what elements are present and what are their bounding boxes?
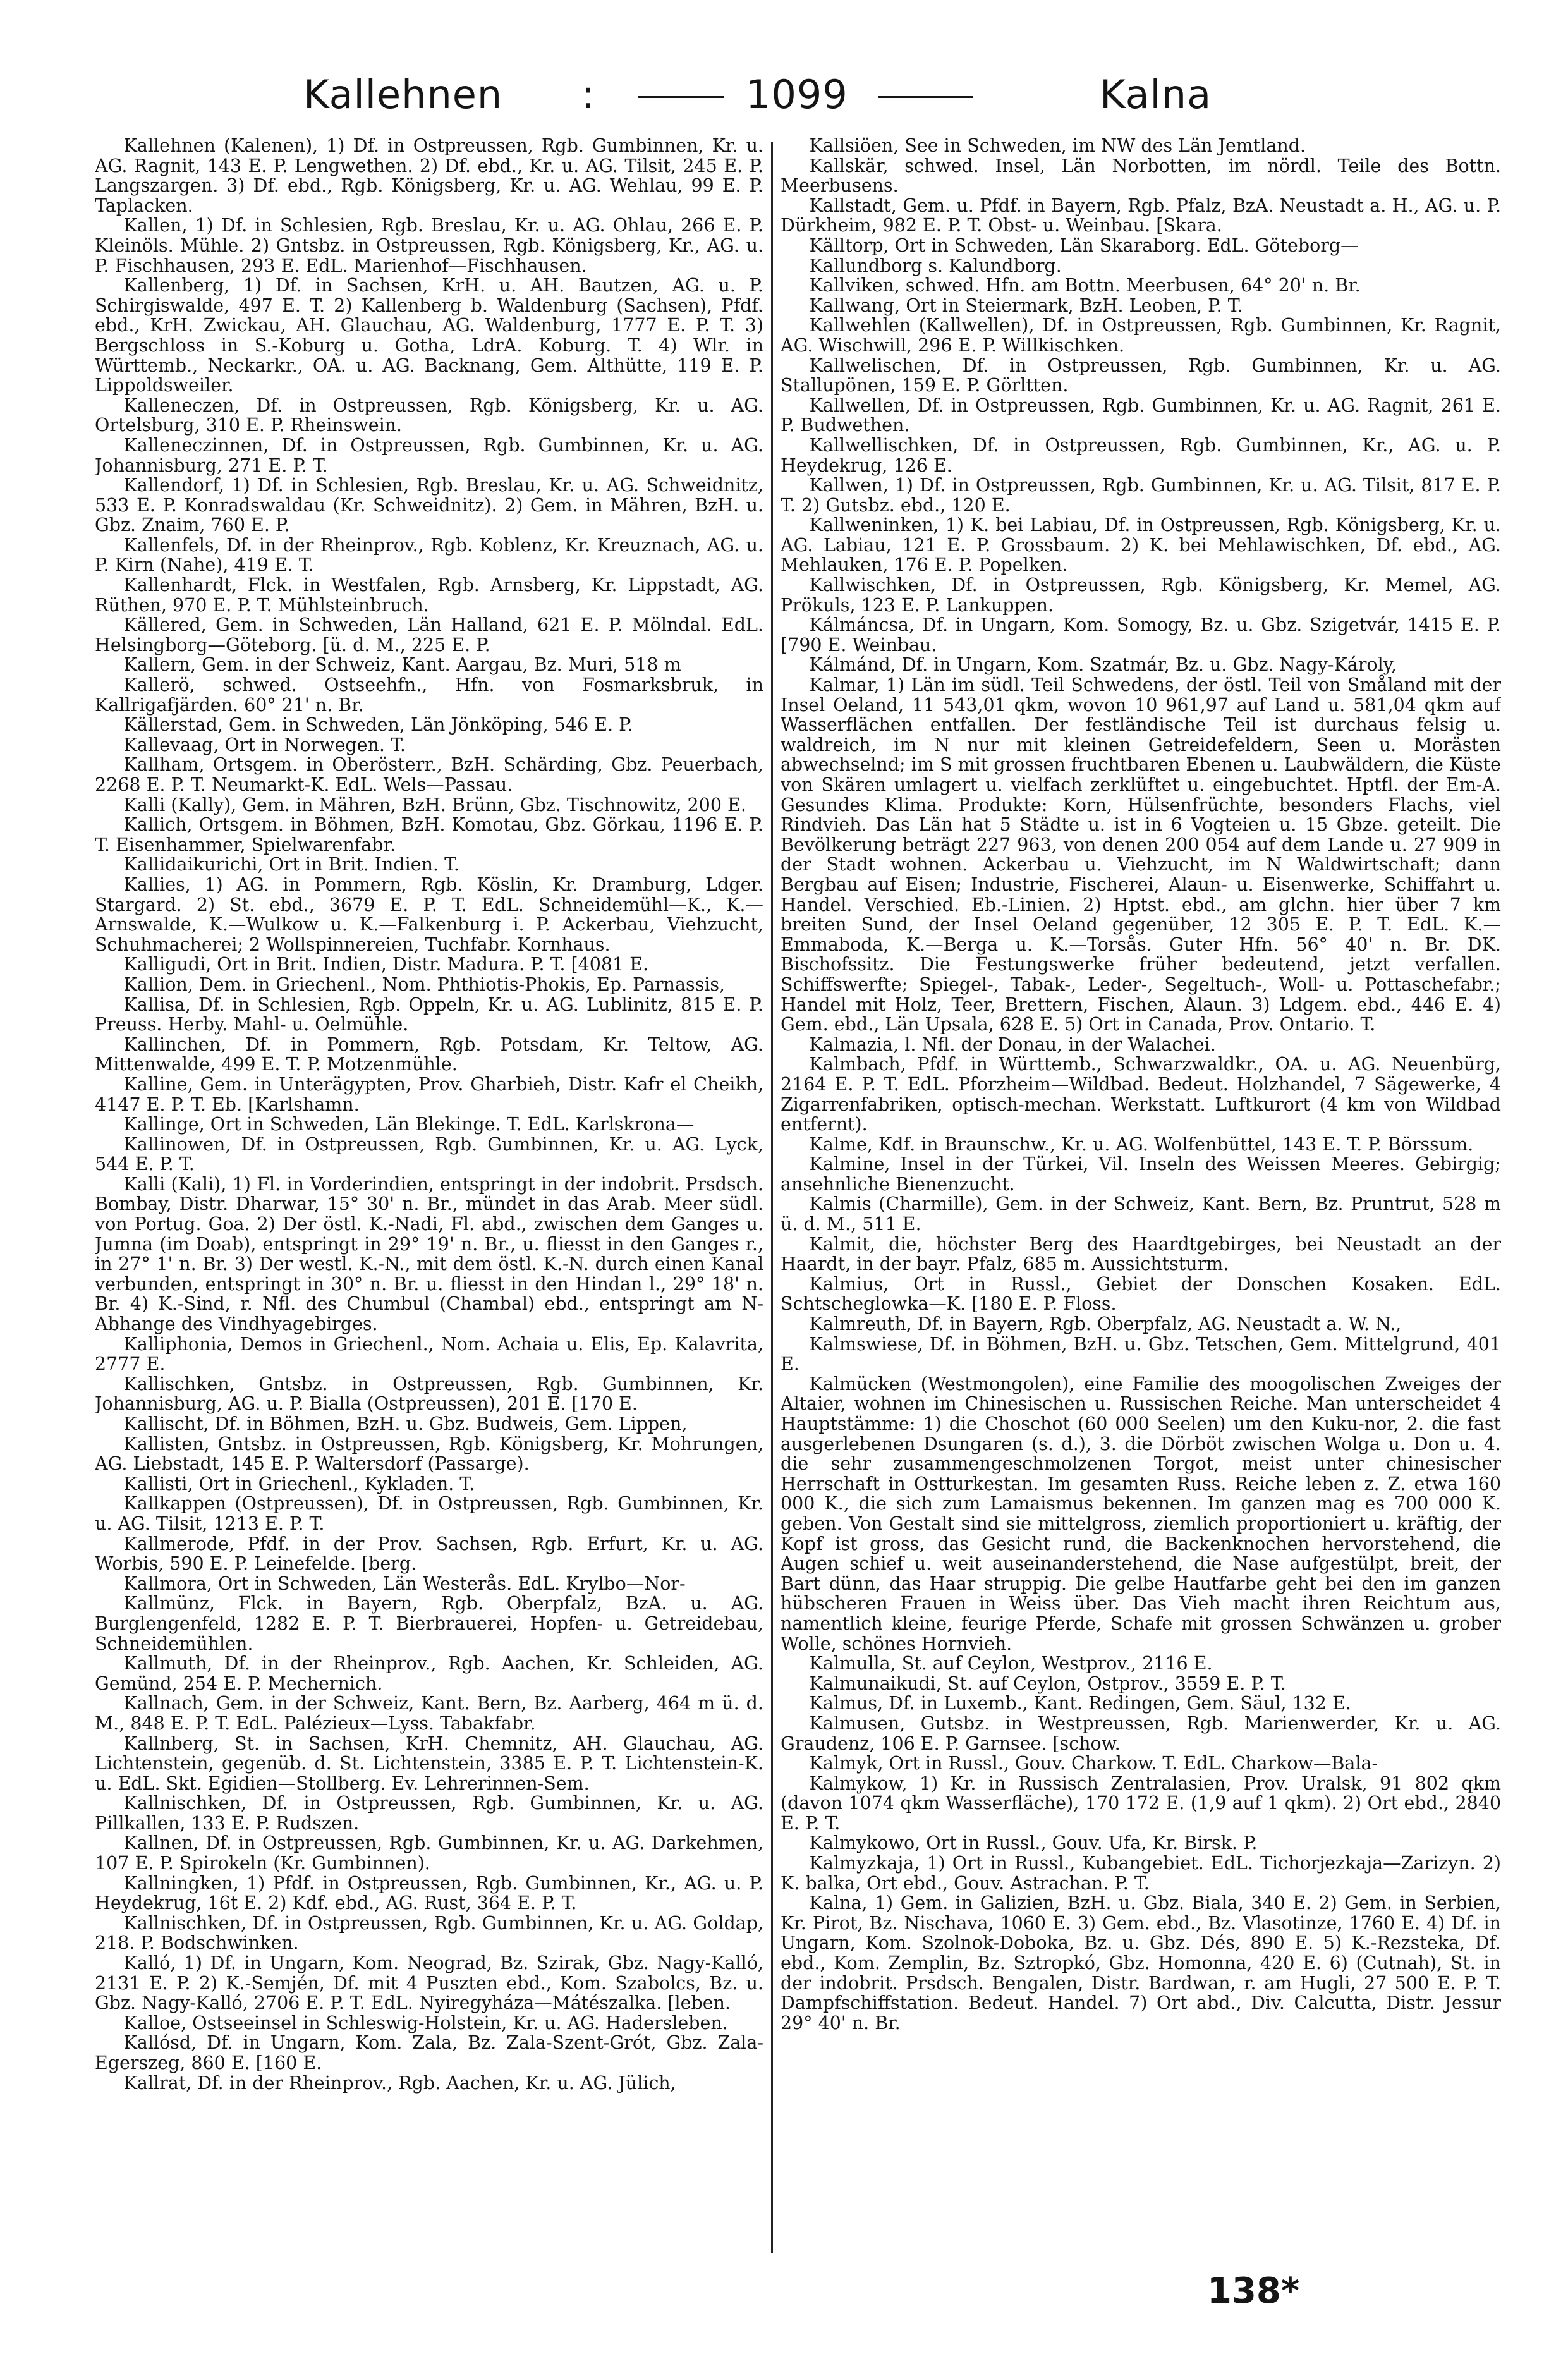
dictionary-entry: Kallham, Ortsgem. in Oberösterr., BzH. Schärding, Gbz. Peuerbach, 2268 E. P. T. Neumarkt-K. EdL. Wels—Passau. [95, 754, 763, 795]
dictionary-entry: Kalleneczen, Df. in Ostpreussen, Rgb. Königsberg, Kr. u. AG. Ortelsburg, 310 E. P. Rheinswein. [95, 394, 763, 436]
dictionary-entry: Kalmyk, Ort in Russl., Gouv. Charkow. T. EdL. Charkow—Bala- [809, 1753, 1378, 1774]
dictionary-entry: Kalmis (Charmille), Gem. in der Schweiz, Kant. Bern, Bz. Pruntrut, 528 m ü. d. M., 511 E. [781, 1193, 1501, 1235]
dictionary-entry: Kallehnen (Kalenen), 1) Df. in Ostpreussen, Rgb. Gumbinnen, Kr. u. AG. Ragnit, 143 E. P. Lengwethen. 2) Df. ebd., Kr. u. AG. Tilsit, 245 E. P. Langszargen. 3) Df. ebd., Rgb. Königsberg, Kr. u. AG. Wehlau, 99 E. P. Taplacken. [95, 136, 763, 216]
signature-mark: 138* [1207, 2271, 1300, 2312]
dictionary-entry: Kallundborg s. Kalundborg. [809, 255, 1062, 276]
dictionary-entry: Kalme, Kdf. in Braunschw., Kr. u. AG. Wolfenbüttel, 143 E. T. P. Börssum. [809, 1133, 1474, 1155]
dictionary-entry: Kálmáncsa, Df. in Ungarn, Kom. Somogy, Bz. u. Gbz. Szigetvár, 1415 E. P. [790 E. Weinbau. [781, 614, 1501, 655]
dictionary-entry: Kalmus, Df. in Luxemb., Kant. Redingen, Gem. Säul, 132 E. [809, 1693, 1351, 1714]
dictionary-entry: Kallnach, Gem. in der Schweiz, Kant. Bern, Bz. Aarberg, 464 m ü. d. M., 848 E. P. T. EdL. Palézieux—Lyss. Tabakfabr. [95, 1693, 763, 1734]
dictionary-entry: Kálmánd, Df. in Ungarn, Kom. Szatmár, Bz. u. Gbz. Nagy-Károly, [809, 654, 1397, 676]
dictionary-entry: Kalmine, Insel in der Türkei, Vil. Inseln des Weissen Meeres. Gebirgig; ansehnliche Bienenzucht. [781, 1154, 1501, 1195]
right-running-headword: Kalna [1100, 71, 1212, 118]
header-mark: : [581, 71, 595, 118]
dictionary-entry: Kalli (Kally), Gem. in Mähren, BzH. Brünn, Gbz. Tischnowitz, 200 E. [123, 794, 746, 815]
dictionary-entry: Källerstad, Gem. in Schweden, Län Jönköping, 546 E. P. [123, 714, 633, 736]
dictionary-entry: Kallnischken, Df. in Ostpreussen, Rgb. Gumbinnen, Kr. u. AG. Pillkallen, 133 E. P. Rudszen. [95, 1793, 763, 1834]
dictionary-entry: Kalloe, Ostseeinsel in Schleswig-Holstein, Kr. u. AG. Hadersleben. [123, 2012, 728, 2033]
dictionary-entry: Kalmazia, l. Nfl. der Donau, in der Walachei. [809, 1034, 1216, 1055]
dictionary-entry: Kallósd, Df. in Ungarn, Kom. Zala, Bz. Zala-Szent-Grót, Gbz. Zala-Egerszeg, 860 E. [160 E. [95, 2032, 763, 2073]
dictionary-entry: Kallskär, schwed. Insel, Län Norbotten, im nördl. Teile des Bottn. Meerbusens. [781, 155, 1501, 197]
dictionary-entry: Kallwen, 1) Df. in Ostpreussen, Rgb. Gumbinnen, Kr. u. AG. Tilsit, 817 E. P. T. 2) Gutsbz. ebd., 120 E. [781, 475, 1501, 516]
dictionary-entry: Kalló, 1) Df. in Ungarn, Kom. Neograd, Bz. Szirak, Gbz. Nagy-Kalló, 2131 E. P. 2) K.-Semjén, Df. mit 4 Puszten ebd., Kom. Szabolcs, Bz. u. Gbz. Nagy-Kalló, 2706 E. P. T. EdL. Nyiregyháza—Mátészalka. [leben. [95, 1953, 763, 2014]
dictionary-entry: Kallviken, schwed. Hfn. am Bottn. Meerbusen, 64° 20' n. Br. [809, 275, 1361, 296]
dictionary-entry: Kalmykow, 1) Kr. in Russisch Zentralasien, Prov. Uralsk, 91 802 qkm (davon 1074 qkm Wasserfläche), 170 172 E. (1,9 auf 1 qkm). 2) Ort ebd., 2840 E. P. T. [781, 1772, 1501, 1834]
dictionary-entry: Kallweninken, 1) K. bei Labiau, Df. in Ostpreussen, Rgb. Königsberg, Kr. u. AG. Labiau, 121 E. P. Grossbaum. 2) K. bei Mehlawischken, Df. ebd., AG. Mehlauken, 176 E. P. Popelken. [781, 515, 1501, 576]
dictionary-entry: Kallkappen (Ostpreussen), Df. in Ostpreussen, Rgb. Gumbinnen, Kr. u. AG. Tilsit, 1213 E. P. T. [95, 1493, 763, 1534]
dictionary-entry: Kallern, Gem. in der Schweiz, Kant. Aargau, Bz. Muri, 518 m [123, 654, 681, 676]
dictionary-entry: Kalmyzkaja, 1) Ort in Russl., Kubangebiet. EdL. Tichorjezkaja—Zarizyn. 2) K. balka, Ort ebd., Gouv. Astrachan. P. T. [781, 1853, 1501, 1894]
dictionary-entry: Kalmulla, St. auf Ceylon, Westprov., 2116 E. [809, 1653, 1213, 1674]
dictionary-entry: Kallion, Dem. in Griechenl., Nom. Phthiotis-Phokis, Ep. Parnassis, [123, 973, 726, 995]
dictionary-entry: Kallnberg, St. in Sachsen, KrH. Chemnitz, AH. Glauchau, AG. Lichtenstein, gegenüb. d. St. Lichtenstein, 3385 E. P. T. Lichtenstein-K. u. EdL. Skt. Egidien—Stollberg. Ev. Lehrerinnen-Sem. [95, 1733, 763, 1794]
dictionary-entry: Kallmünz, Flck. in Bayern, Rgb. Oberpfalz, BzA. u. AG. Burglengenfeld, 1282 E. P. T. Bierbrauerei, Hopfen- u. Getreidebau, Schneidemühlen. [95, 1593, 763, 1654]
dictionary-entry: Kalmusen, Gutsbz. in Westpreussen, Rgb. Marienwerder, Kr. u. AG. Graudenz, 106 E. P. Garnsee. [schow. [781, 1712, 1501, 1754]
dictionary-entry: Kalmbach, Pfdf. in Württemb., Schwarzwaldkr., OA. u. AG. Neuenbürg, 2164 E. P. T. EdL. Pforzheim—Wildbad. Bedeut. Holzhandel, 7 Sägewerke, 4 Zigarrenfabriken, optisch-mechan. Werkstatt. Luftkurort (4 km von Wildbad entfernt). [781, 1054, 1501, 1135]
dictionary-entry: Kallwelischen, Df. in Ostpreussen, Rgb. Gumbinnen, Kr. u. AG. Stallupönen, 159 E. P. Görltten. [781, 355, 1501, 396]
dictionary-entry: Kalliphonia, Demos in Griechenl., Nom. Achaia u. Elis, Ep. Kalavrita, 2777 E. [95, 1333, 763, 1375]
page-number: 1099 [746, 71, 848, 118]
dictionary-entry: Kalna, 1) Gem. in Galizien, BzH. u. Gbz. Biala, 340 E. 2) Gem. in Serbien, Kr. Pirot, Bz. Nischava, 1060 E. 3) Gem. ebd., Bz. Vlasotinze, 1760 E. 4) Df. in Ungarn, Kom. Szolnok-Doboka, Bz. u. Gbz. Dés, 890 E. 5) K.-Rezsteka, Df. ebd., Kom. Zemplin, Bz. Sztropkó, Gbz. Homonna, 420 E. 6) (Cutnah), St. in der indobrit. Prsdsch. Bengalen, Distr. Bardwan, r. am Hugli, 27 500 E. P. T. Dampfschiffstation. Bedeut. Handel. 7) Ort abd., Div. Calcutta, Distr. Jessur 29° 40' n. Br. [781, 1893, 1501, 2033]
dictionary-entry: Kallischt, Df. in Böhmen, BzH. u. Gbz. Budweis, Gem. Lippen, [123, 1413, 688, 1434]
dictionary-entry: Kallisti, Ort in Griechenl., Kykladen. T. [123, 1473, 475, 1494]
dictionary-entry: Kallenhardt, Flck. in Westfalen, Rgb. Arnsberg, Kr. Lippstadt, AG. Rüthen, 970 E. P. T. Mühlsteinbruch. [95, 575, 763, 616]
dictionary-entry: Kallischken, Gntsbz. in Ostpreussen, Rgb. Gumbinnen, Kr. Johannisburg, AG. u. P. Bialla (Ostpreussen), 201 E. [170 E. [95, 1373, 763, 1415]
dictionary-entry: Kalmunaikudi, St. auf Ceylon, Ostprov., 3559 E. P. T. [809, 1673, 1286, 1694]
dictionary-entry: Kalli (Kali), 1) Fl. in Vorderindien, entspringt in der indobrit. Prsdsch. Bombay, Distr. Dharwar, 15° 30' n. Br., mündet in das Arab. Meer südl. von Portug. Goa. 2) Der östl. K.-Nadi, Fl. abd., zwischen dem Ganges u. Jumna (im Doab), entspringt in 29° 19' n. Br., u. fliesst in den Ganges r., in 27° 1' n. Br. 3) Der westl. K.-N., mit dem östl. K.-N. durch einen Kanal verbunden, entspringt in 30° n. Br. u. fliesst in den Hindan l., 29° 18' n. Br. 4) K.-Sind, r. Nfl. des Chumbul (Chambal) ebd., entspringt am N-Abhange des Vindhyagebirges. [95, 1173, 763, 1335]
dictionary-entry: Kallinchen, Df. in Pommern, Rgb. Potsdam, Kr. Teltow, AG. Mittenwalde, 499 E. T. P. Motzenmühle. [95, 1034, 763, 1075]
dictionary-entry: Kallwang, Ort in Steiermark, BzH. Leoben, P. T. [809, 295, 1243, 316]
dictionary-entry: Kalleneczinnen, Df. in Ostpreussen, Rgb. Gumbinnen, Kr. u. AG. Johannisburg, 271 E. P. T. [95, 434, 763, 476]
header-rule-left [638, 96, 724, 98]
dictionary-entry: Kalmücken (Westmongolen), eine Familie des moogolischen Zweiges der Altaier, wohnen im Chinesischen u. Russischen Reiche. Man unterscheidet 4 Hauptstämme: 1) die Choschot (60 000 Seelen) um den Kuku-nor, 2. die fast ausgerlebenen Dsungaren (s. d.), 3. die Dörböt zwischen Wolga u. Don u. 4. die sehr zusammengeschmolzenen Torgot, meist unter chinesischer Herrschaft in Ostturkestan. Im gesamten Russ. Reiche leben z. Z. etwa 160 000 K., die sich zum Lamaismus bekennen. Im ganzen mag es 700 000 K. geben. Von Gestalt sind sie mittelgross, ziemlich proportioniert u. kräftig, der Kopf ist gross, das Gesicht rund, die Backenknochen hervorstehend, die Augen schief u. weit auseinanderstehend, die Nase aufgestülpt, breit, der Bart dünn, das Haar struppig. Die gelbe Hautfarbe geht bei den im ganzen hübscheren Frauen in Weiss über. Das Vieh macht ihren Reichtum aus, namentlich kleine, feurige Pferde, Schafe mit grossen Schwänzen u. grober Wolle, schönes Hornvieh. [781, 1373, 1501, 1654]
dictionary-entry: Kalmykowo, Ort in Russl., Gouv. Ufa, Kr. Birsk. P. [809, 1832, 1258, 1854]
dictionary-entry: Kallmora, Ort in Schweden, Län Westerås. EdL. Krylbo—Nor- [123, 1573, 686, 1594]
dictionary-entry: Källered, Gem. in Schweden, Län Halland, 621 E. P. Mölndal. EdL. Helsingborg—Göteborg. [ü. d. M., 225 E. P. [95, 614, 763, 655]
column-divider [771, 142, 773, 2253]
dictionary-entry: Kallich, Ortsgem. in Böhmen, BzH. Komotau, Gbz. Görkau, 1196 E. P. T. Eisenhammer, Spielwarenfabr. [95, 814, 763, 855]
dictionary-entry: Kallsiöen, See in Schweden, im NW des Län Jemtland. [809, 136, 1306, 156]
dictionary-entry: Kallningken, 1) Pfdf. in Ostpreussen, Rgb. Gumbinnen, Kr., AG. u. P. Heydekrug, 16t E. 2) Kdf. ebd., AG. Rust, 364 E. P. T. [95, 1872, 763, 1914]
left-running-headword: Kallehnen [303, 71, 503, 118]
left-column [95, 136, 763, 2266]
dictionary-entry: Kalmreuth, Df. in Bayern, Rgb. Oberpfalz, AG. Neustadt a. W. N., [809, 1314, 1402, 1335]
dictionary-entry: Kallidaikurichi, Ort in Brit. Indien. T. [123, 854, 459, 875]
dictionary-entry: Kallwischken, Df. in Ostpreussen, Rgb. Königsberg, Kr. Memel, AG. Prökuls, 123 E. P. Lankuppen. [781, 575, 1501, 616]
dictionary-entry: Kalmar, 1) Län im südl. Teil Schwedens, der östl. Teil von Småland mit der Insel Oeland, 11 543,01 qkm, wovon 10 961,97 auf Land u. 581,04 qkm auf Wasserflächen entfallen. Der festländische Teil ist durchaus felsig u. waldreich, im N nur mit kleinen Getreidefeldern, Seen u. Morästen abwechselnd; im S mit grossen fruchtbaren Ebenen u. Laubwäldern, die Küste von Skären umlagert u. vielfach zerklüftet u. eingebuchtet. Hptfl. der Em-A. Gesundes Klima. Produkte: Korn, Hülsenfrüchte, besonders Flachs, viel Rindvieh. Das Län hat 5 Städte u. ist in 6 Vogteien u. 15 Gbze. geteilt. Die Bevölkerung beträgt 227 963, von denen 200 054 auf dem Lande u. 27 909 in der Stadt wohnen. Ackerbau u. Viehzucht, im N Waldwirtschaft; dann Bergbau auf Eisen; Industrie, Fischerei, Alaun- u. Eisenwerke, Schiffahrt u. Handel. Verschied. Eb.-Linien. 2) Hptst. ebd., am glchn. hier über 7 km breiten Sund, der Insel Oeland gegenüber, 12 305 E. P. T. EdL. K.—Emmaboda, K.—Berga u. K.—Torsås. Guter Hfn. 56° 40' n. Br. DK. Bischofssitz. Die Festungswerke früher bedeutend, jetzt verfallen. Schiffswerfte; Spiegel-, Tabak-, Leder-, Segeltuch-, Woll- u. Pottaschefabr.; Handel mit Holz, Teer, Brettern, Fischen, Alaun. 3) Ldgem. ebd., 446 E. 4) Gem. ebd., Län Upsala, 628 E. 5) Ort in Canada, Prov. Ontario. T. [781, 674, 1501, 1035]
dictionary-entry: Kallmuth, Df. in der Rheinprov., Rgb. Aachen, Kr. Schleiden, AG. Gemünd, 254 E. P. Mechernich. [95, 1653, 763, 1694]
dictionary-entry: Kallisa, Df. in Schlesien, Rgb. Oppeln, Kr. u. AG. Lublinitz, 815 E. P. Preuss. Herby. Mahl- u. Oelmühle. [95, 994, 763, 1035]
dictionary-entry: Kallstadt, Gem. u. Pfdf. in Bayern, Rgb. Pfalz, BzA. Neustadt a. H., AG. u. P. Dürkheim, 982 E. P. T. Obst- u. Weinbau. [Skara. [781, 195, 1501, 236]
dictionary-entry: Kalligudi, Ort in Brit. Indien, Distr. Madura. P. T. [4081 E. [123, 954, 649, 975]
dictionary-entry: Kalmswiese, Df. in Böhmen, BzH. u. Gbz. Tetschen, Gem. Mittelgrund, 401 E. [781, 1333, 1501, 1375]
dictionary-entry: Kallies, 1) AG. in Pommern, Rgb. Köslin, Kr. Dramburg, Ldger. Stargard. 2) St. ebd., 3679 E. P. T. EdL. Schneidemühl—K., K.—Arnswalde, K.—Wulkow u. K.—Falkenburg i. P. Ackerbau, Viehzucht, Schuhmacherei; 2 Wollspinnereien, Tuchfabr. Kornhaus. [95, 874, 763, 955]
dictionary-entry: Källtorp, Ort in Schweden, Län Skaraborg. EdL. Göteborg— [809, 235, 1359, 256]
dictionary-entry: Kalmius, Ort in Russl., Gebiet der Donschen Kosaken. EdL. Schtscheglowka—K. [180 E. P. Floss. [781, 1273, 1501, 1315]
dictionary-entry: Kallmerode, Pfdf. in der Prov. Sachsen, Rgb. Erfurt, Kr. u. AG. Worbis, 590 E. P. Leinefelde. [berg. [95, 1533, 763, 1575]
dictionary-entry: Kallen, 1) Df. in Schlesien, Rgb. Breslau, Kr. u. AG. Ohlau, 266 E. P. Kleinöls. Mühle. 2) Gntsbz. in Ostpreussen, Rgb. Königsberg, Kr., AG. u. P. Fischhausen, 293 E. EdL. Marienhof—Fischhausen. [95, 215, 763, 276]
dictionary-entry: Kallinowen, Df. in Ostpreussen, Rgb. Gumbinnen, Kr. u. AG. Lyck, 544 E. P. T. [95, 1133, 763, 1175]
dictionary-entry: Kallnen, Df. in Ostpreussen, Rgb. Gumbinnen, Kr. u. AG. Darkehmen, 107 E. P. Spirokeln (Kr. Gumbinnen). [95, 1832, 763, 1874]
dictionary-entry: Kallinge, Ort in Schweden, Län Blekinge. T. EdL. Karlskrona— [123, 1114, 695, 1135]
dictionary-entry: Kallerö, schwed. Ostseehfn., Hfn. von Fosmarksbruk, in Kallrigafjärden. 60° 21' n. Br. [95, 674, 763, 716]
dictionary-entry: Kallwellen, Df. in Ostpreussen, Rgb. Gumbinnen, Kr. u. AG. Ragnit, 261 E. P. Budwethen. [781, 394, 1501, 436]
header-rule-right [878, 96, 973, 98]
dictionary-entry: Kallwehlen (Kallwellen), Df. in Ostpreussen, Rgb. Gumbinnen, Kr. Ragnit, AG. Wischwill, 296 E. P. Willkischken. [781, 315, 1501, 356]
page-header [95, 63, 1479, 133]
dictionary-entry: Kallisten, Gntsbz. in Ostpreussen, Rgb. Königsberg, Kr. Mohrungen, AG. Liebstadt, 145 E. P. Waltersdorf (Passarge). [95, 1433, 763, 1475]
right-column [781, 136, 1501, 2266]
dictionary-entry: Kalmit, die, höchster Berg des Haardtgebirges, bei Neustadt an der Haardt, in der bayr. Pfalz, 685 m. Aussichtsturm. [781, 1233, 1501, 1275]
dictionary-entry: Kallnischken, Df. in Ostpreussen, Rgb. Gumbinnen, Kr. u. AG. Goldap, 218. P. Bodschwinken. [95, 1912, 763, 1954]
dictionary-entry: Kallwellischken, Df. in Ostpreussen, Rgb. Gumbinnen, Kr., AG. u. P. Heydekrug, 126 E. [781, 434, 1501, 476]
dictionary-entry: Kallenberg, 1) Df. in Sachsen, KrH. u. AH. Bautzen, AG. u. P. Schirgiswalde, 497 E. T. 2) Kallenberg b. Waldenburg (Sachsen), Pfdf. ebd., KrH. Zwickau, AH. Glauchau, AG. Waldenburg, 1777 E. P. T. 3) Bergschloss in S.-Koburg u. Gotha, LdrA. Koburg. T. 4) Wlr. in Württemb., Neckarkr., OA. u. AG. Backnang, Gem. Althütte, 119 E. P. Lippoldsweiler. [95, 275, 763, 396]
dictionary-entry: Kalline, Gem. in Unterägypten, Prov. Gharbieh, Distr. Kafr el Cheikh, 4147 E. P. T. Eb. [Karlshamn. [95, 1073, 763, 1115]
dictionary-entry: Kallenfels, Df. in der Rheinprov., Rgb. Koblenz, Kr. Kreuznach, AG. u. P. Kirn (Nahe), 419 E. T. [95, 534, 763, 576]
dictionary-entry: Kallendorf, 1) Df. in Schlesien, Rgb. Breslau, Kr. u. AG. Schweidnitz, 533 E. P. Konradswaldau (Kr. Schweidnitz). 2) Gem. in Mähren, BzH. u. Gbz. Znaim, 760 E. P. [95, 475, 763, 536]
dictionary-entry: Kallrat, Df. in der Rheinprov., Rgb. Aachen, Kr. u. AG. Jülich, [123, 2072, 676, 2094]
dictionary-entry: Kallevaag, Ort in Norwegen. T. [123, 734, 406, 755]
